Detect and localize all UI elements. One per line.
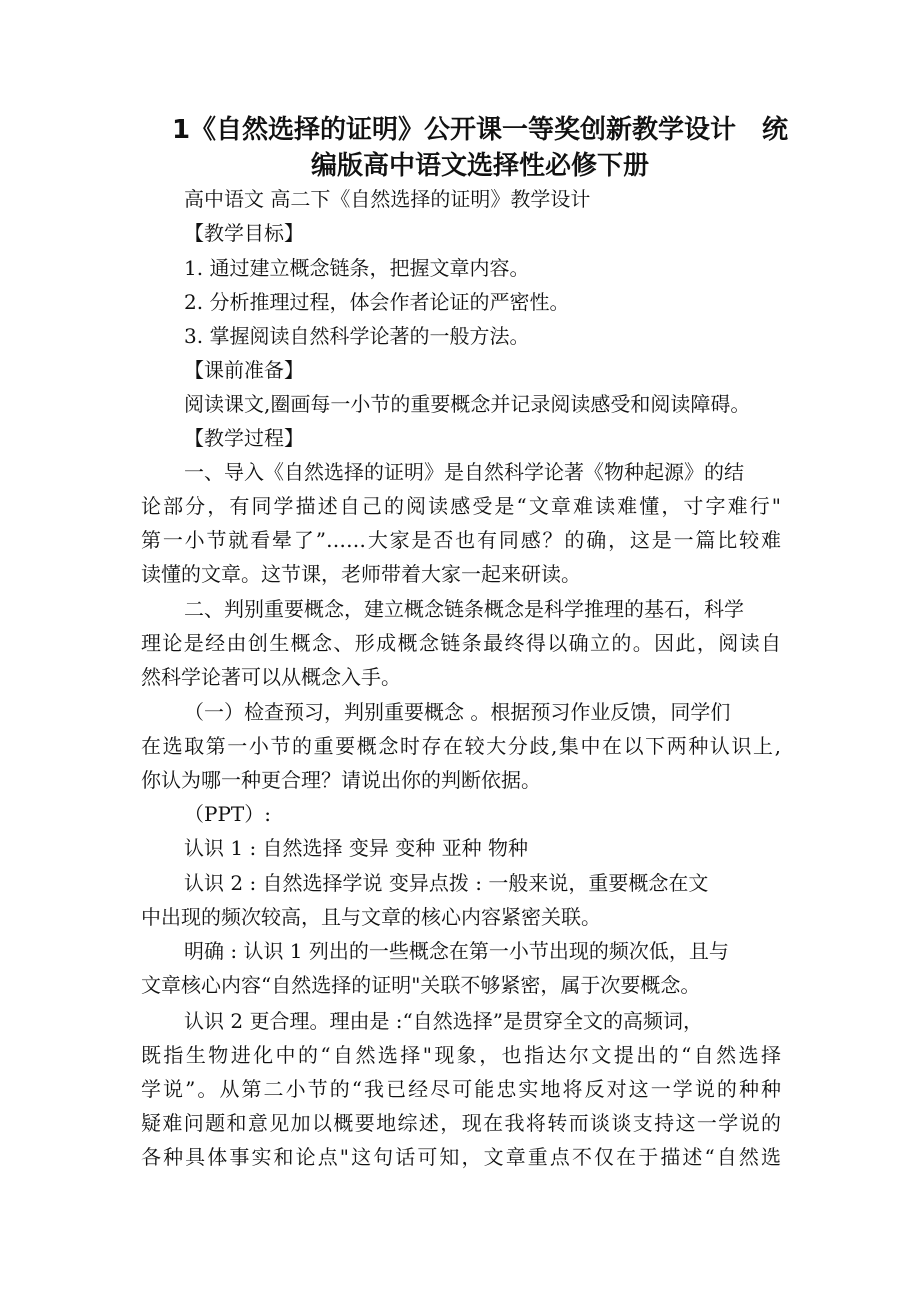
view-1: 认识 1 : 自然选择 变异 变种 亚种 物种 [184, 836, 528, 860]
paragraph-line: 认识 2 : 自然选择学说 变异点拨 : 一般来说，重要概念在文 [184, 871, 709, 895]
paragraph-line: 认识 2 更合理。理由是 :“自然选择”是贯穿全文的高频词， [184, 1009, 703, 1033]
paragraph-line: 论部分，有同学描述自己的阅读感受是“文章难读难懂，寸字难行" [141, 494, 781, 518]
prep-text: 阅读课文,圈画每一小节的重要概念并记录阅读感受和阅读障碍。 [184, 392, 751, 416]
paragraph-line: 学说”。从第二小节的“我已经尽可能忠实地将反对这一学说的种种 [141, 1077, 781, 1101]
paragraph-line: 既指生物进化中的“自然选择"现象，也指达尔文提出的“自然选择 [141, 1043, 781, 1067]
objective-item: 1. 通过建立概念链条，把握文章内容。 [184, 256, 530, 280]
paragraph-line: 中出现的频次较高，且与文章的核心内容紧密关联。 [141, 905, 601, 929]
paragraph-line: 理论是经由创生概念、形成概念链条最终得以确立的。因此，阅读自 [141, 631, 781, 655]
paragraph-line: 明确 : 认识 1 列出的一些概念在第一小节出现的频次低，且与 [184, 939, 729, 963]
paragraph-line: 在选取第一小节的重要概念时存在较大分歧,集中在以下两种认识上, [141, 734, 781, 758]
paragraph-line: 第一小节就看晕了”……大家是否也有同感？的确，这是一篇比较难 [141, 528, 781, 552]
paragraph-line: 文章核心内容“自然选择的证明"关联不够紧密，属于次要概念。 [141, 973, 701, 997]
subtitle: 高中语文 高二下《自然选择的证明》教学设计 [184, 187, 591, 211]
objective-item: 3. 掌握阅读自然科学论著的一般方法。 [184, 324, 530, 348]
paragraph-line: 二、判别重要概念，建立概念链条概念是科学推理的基石，科学 [184, 597, 744, 621]
paragraph-line: 各种具体事实和论点"这句话可知，文章重点不仅在于描述“自然选 [141, 1145, 781, 1169]
paragraph-line: 然科学论著可以从概念入手。 [141, 665, 401, 689]
objective-item: 2. 分析推理过程，体会作者论证的严密性。 [184, 290, 570, 314]
paragraph-line: 你认为哪一种更合理？请说出你的判断依据。 [141, 768, 541, 792]
objectives-heading: 【教学目标】 [184, 221, 304, 245]
prep-heading: 【课前准备】 [184, 358, 304, 382]
process-heading: 【教学过程】 [184, 426, 304, 450]
paragraph-line: 一、导入《自然选择的证明》是自然科学论著《物种起源》的结 [184, 460, 744, 484]
paragraph-line: 读懂的文章。这节课，老师带着大家一起来研读。 [141, 562, 581, 586]
paragraph-line: （一）检查预习，判别重要概念 。根据预习作业反馈，同学们 [184, 700, 731, 724]
document-title-line-1: 1《自然选择的证明》公开课一等奖创新教学设计 统 [171, 115, 789, 145]
paragraph-line: 疑难问题和意见加以概要地综述，现在我将转而谈谈支持这一学说的 [141, 1111, 781, 1135]
document-title-line-2: 编版高中语文选择性必修下册 [310, 151, 649, 181]
ppt-label: （PPT）: [184, 802, 271, 826]
